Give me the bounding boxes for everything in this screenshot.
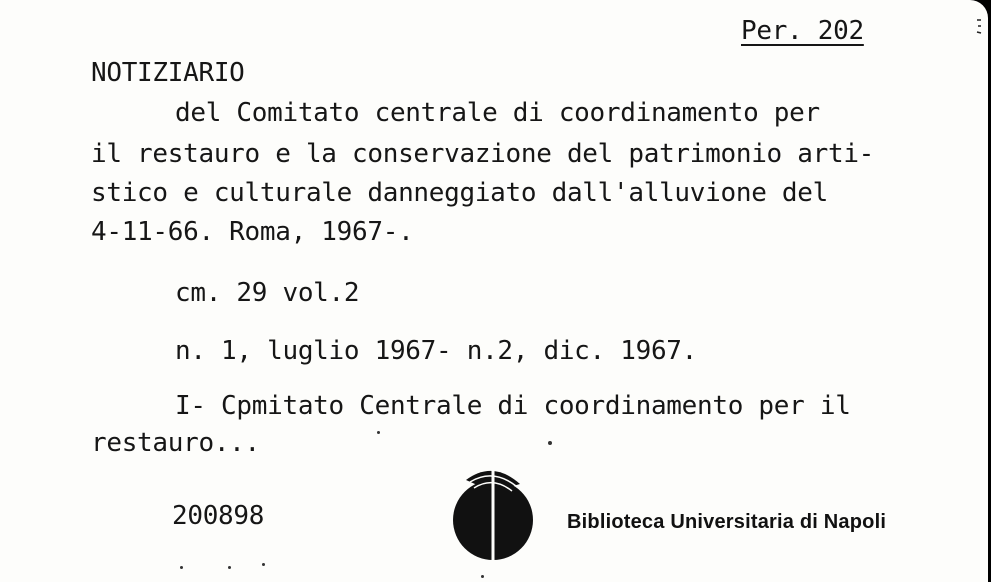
ink-speck [377, 431, 380, 434]
added-entry-line-2: restauro... [91, 428, 260, 458]
edge-mark [976, 18, 982, 38]
ink-speck [262, 563, 265, 566]
ink-speck [228, 566, 231, 569]
ink-speck [180, 566, 183, 569]
library-stamp: Biblioteca Universitaria di Napoli [567, 511, 887, 533]
shelfmark: Per. 202 [741, 16, 864, 46]
inventory-number: 200898 [172, 501, 265, 531]
issues-line: n. 1, luglio 1967- n.2, dic. 1967. [175, 336, 698, 366]
description-line-2: il restauro e la conservazione del patrimonio arti- [91, 139, 875, 169]
added-entry-line-1: I- Cpmitato Centrale di coordinamento per il [175, 391, 851, 421]
description-line-1: del Comitato centrale di coordinamento per [175, 98, 820, 128]
format-line: cm. 29 vol.2 [175, 278, 360, 308]
card-title: NOTIZIARIO [91, 58, 245, 88]
description-line-3: stico e culturale danneggiato dall'alluvione del [91, 178, 828, 208]
description-line-4: 4-11-66. Roma, 1967-. [91, 217, 414, 247]
ink-speck [548, 441, 552, 445]
library-logo-icon [448, 462, 538, 562]
ink-speck [481, 575, 484, 578]
